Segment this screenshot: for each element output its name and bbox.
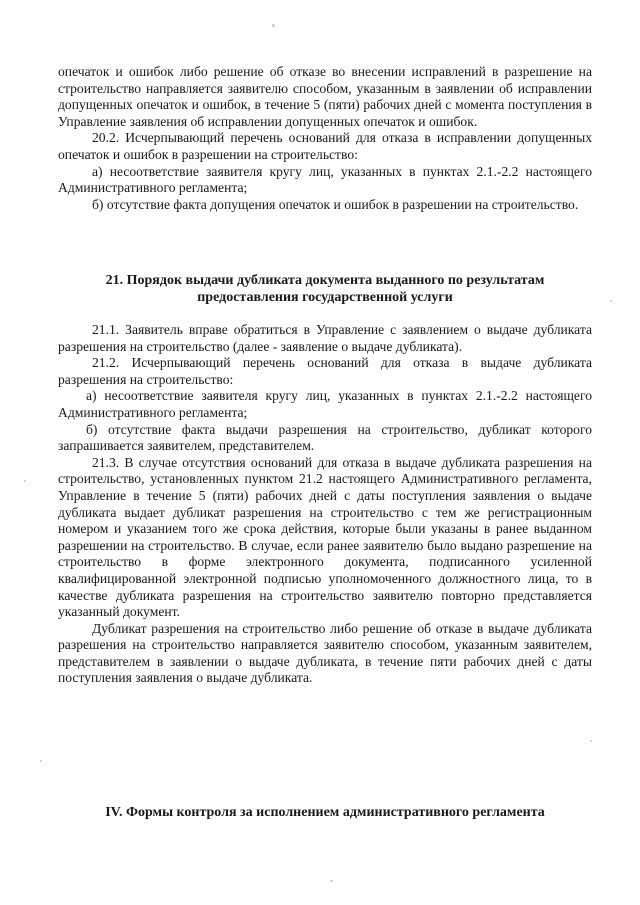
paragraph-20-2-b: б) отсутствие факта допущения опечаток и ошибок в разрешении на строительство. bbox=[92, 196, 579, 212]
paragraph-continuation: опечаток и ошибок либо решение об отказе во внесении исправлений в разрешение на строительство направляется заявителю способом, указанным в заявлении об исправлении допущенных опечаток и ошибок, в течение 5 (пяти) рабочих дней с момента поступления в Управление заявления об исправлении допущенных опечаток и ошибок. bbox=[58, 64, 592, 129]
section20-continuation bbox=[58, 64, 592, 213]
paragraph-20-2-a: а) несоответствие заявителя кругу лиц, указанных в пунктах 2.1.-2.2 настоящего Административного регламента; bbox=[58, 163, 592, 196]
section-4-heading: IV. Формы контроля за исполнением административного регламента bbox=[105, 805, 545, 820]
scan-speck bbox=[24, 480, 26, 482]
section-21-heading: 21. Порядок выдачи дубликата документа выданного по результатам предоставления государственной услуги bbox=[105, 273, 545, 305]
paragraph-21-4: Дубликат разрешения на строительство либо решение об отказе в выдаче дубликата разрешения на строительство направляется заявителю способом, указанным заявителем, представителем в заявлении о выдаче дубликата, в течение пяти рабочих дней с даты поступления заявления о выдаче дубликата. bbox=[58, 620, 592, 686]
paragraph-21-2: 21.2. Исчерпывающий перечень оснований для отказа в выдаче дубликата разрешения на строительство: bbox=[58, 355, 592, 387]
scan-speck bbox=[610, 300, 612, 302]
scan-speck bbox=[272, 24, 275, 27]
paragraph-21-2-a: а) несоответствие заявителя кругу лиц, указанных в пунктах 2.1.-2.2 настоящего Административного регламента; bbox=[58, 388, 592, 420]
scan-speck bbox=[40, 760, 42, 762]
paragraph-20-2: 20.2. Исчерпывающий перечень оснований для отказа в исправлении допущенных опечаток и ошибок в разрешении на строительство: bbox=[58, 130, 592, 162]
section-21-body bbox=[58, 322, 592, 687]
scan-speck bbox=[590, 740, 592, 742]
paragraph-21-2-b: б) отсутствие факта выдачи разрешения на строительство, дубликат которого запрашивается заявителем, представителем. bbox=[58, 421, 592, 454]
paragraph-21-3: 21.3. В случае отсутствия оснований для отказа в выдаче дубликата разрешения на строительство, установленных пунктом 21.2 настоящего Административного регламента, Управление в течение 5 (пяти) рабочих дней с даты поступления заявления о выдаче дубликата выдает дубликат разрешения на строительство с тем же регистрационным номером и указанием того же срока действия, которые были указаны в ранее выданном разрешении на строительство. В случае, если ранее заявителю было выдано разрешение на строительство в форме электронного документа, подписанного усиленной квалифицированной электронной подписью уполномоченного должностного лица, то в качестве дубликата разрешения на строительство заявителю повторно представляется указанный документ. bbox=[58, 454, 592, 620]
scan-speck bbox=[330, 880, 333, 882]
paragraph-21-1: 21.1. Заявитель вправе обратиться в Управление с заявлением о выдаче дубликата разрешения на строительство (далее - заявление о выдаче дубликата). bbox=[58, 322, 592, 354]
